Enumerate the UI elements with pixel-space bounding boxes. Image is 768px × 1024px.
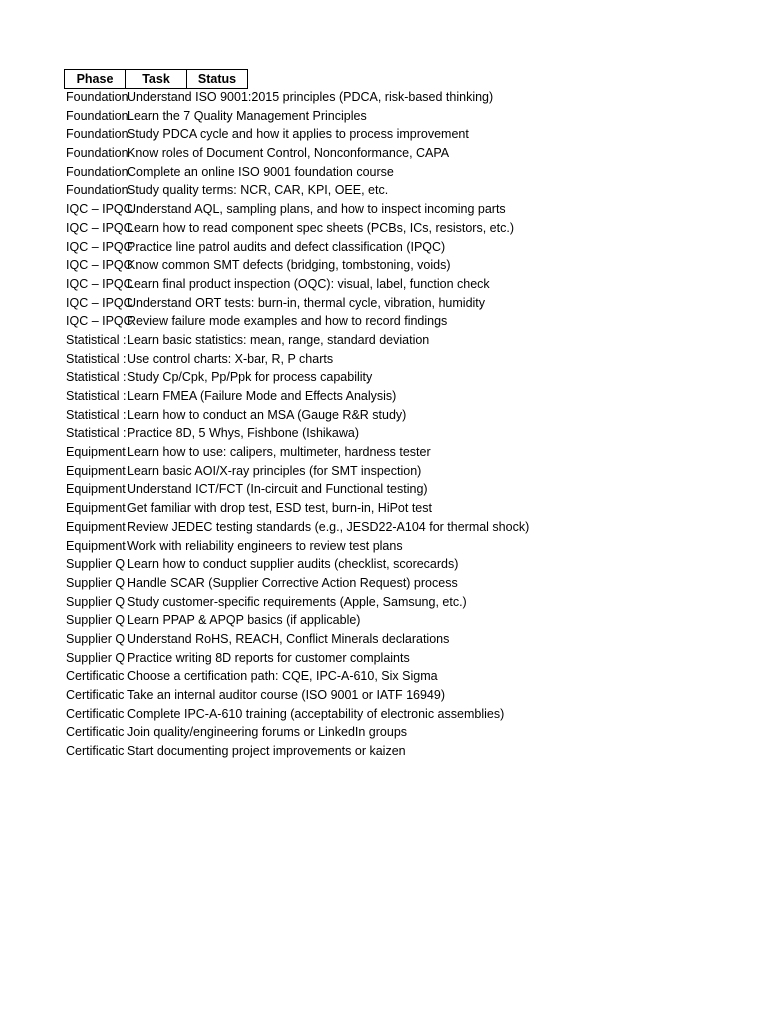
table-row [64,125,726,144]
task-cell: Work with reliability engineers to review test plans [127,538,403,553]
task-table [64,69,726,761]
table-row [64,294,726,313]
table-row [64,555,726,574]
phase-cell: Equipment [66,519,126,534]
task-cell: Understand ISO 9001:2015 principles (PDCA, risk-based thinking) [127,90,494,104]
table-row [64,387,726,406]
task-cell: Learn how to conduct an MSA (Gauge R&R study) [127,407,407,422]
phase-cell: Statistical : [66,351,127,366]
header-task: Task [125,69,187,89]
table-row [64,424,726,443]
task-cell: Understand RoHS, REACH, Conflict Minerals declarations [127,631,450,646]
table-row [64,144,726,163]
table-row [64,480,726,499]
task-cell: Understand ORT tests: burn-in, thermal cycle, vibration, humidity [127,295,486,310]
task-cell: Join quality/engineering forums or LinkedIn groups [127,725,408,740]
table-row [64,518,726,537]
task-cell: Understand AQL, sampling plans, and how to inspect incoming parts [127,202,506,217]
task-cell: Practice 8D, 5 Whys, Fishbone (Ishikawa) [127,426,360,441]
task-cell: Review failure mode examples and how to record findings [127,314,448,329]
phase-cell: Certificatic [66,725,125,740]
table-row [64,88,726,107]
phase-cell: Equipment [66,501,126,516]
task-cell: Practice line patrol audits and defect classification (IPQC) [127,239,446,254]
task-cell: Handle SCAR (Supplier Corrective Action Request) process [127,575,458,590]
task-cell: Choose a certification path: CQE, IPC-A-610, Six Sigma [127,669,438,684]
phase-cell: IQC – IPQC [66,220,133,235]
table-row [64,537,726,556]
table-header [64,69,726,88]
phase-cell: IQC – IPQC [66,314,133,329]
table-row [64,406,726,425]
task-cell: Get familiar with drop test, ESD test, burn-in, HiPot test [127,501,432,516]
phase-cell: Foundation [66,127,129,142]
task-cell: Learn basic statistics: mean, range, standard deviation [127,332,430,347]
phase-cell: Equipment [66,538,126,553]
header-status: Status [186,69,248,89]
phase-cell: Certificatic [66,688,125,702]
task-cell: Use control charts: X-bar, R, P charts [127,351,334,366]
table-row [64,238,726,257]
phase-cell: Foundation [66,90,129,104]
task-cell: Study quality terms: NCR, CAR, KPI, OEE, etc. [127,183,389,198]
task-cell: Complete an online ISO 9001 foundation course [127,164,394,179]
phase-cell: Certificatic [66,744,125,759]
table-row [64,275,726,294]
phase-cell: Foundation [66,108,129,123]
phase-cell: Equipment [66,482,126,497]
task-cell: Study PDCA cycle and how it applies to process improvement [127,127,469,142]
task-cell: Study Cp/Cpk, Pp/Ppk for process capability [127,370,373,385]
table-row [64,163,726,182]
task-cell: Practice writing 8D reports for customer complaints [127,650,410,665]
table-row [64,331,726,350]
task-cell: Start documenting project improvements or kaizen [127,744,406,759]
table-row [64,368,726,387]
phase-cell: Statistical : [66,332,127,347]
phase-cell: Supplier Q [66,575,126,590]
table-row [64,667,726,686]
phase-cell: IQC – IPQC [66,276,133,291]
phase-cell: Supplier Q [66,594,126,609]
table-row [64,611,726,630]
phase-cell: Certificatic [66,706,125,721]
task-cell: Know roles of Document Control, Nonconformance, CAPA [127,146,450,161]
phase-cell: Foundation [66,164,129,179]
task-cell: Learn final product inspection (OQC): visual, label, function check [127,276,490,291]
table-row [64,350,726,369]
table-row [64,181,726,200]
phase-cell: Statistical : [66,389,127,403]
task-cell: Learn how to read component spec sheets (PCBs, ICs, resistors, etc.) [127,220,514,235]
table-row [64,574,726,593]
table-body [64,88,726,761]
table-row [64,630,726,649]
phase-cell: Statistical : [66,407,127,422]
phase-cell: Supplier Q [66,631,126,646]
task-cell: Learn how to conduct supplier audits (checklist, scorecards) [127,557,459,572]
phase-cell: Equipment [66,463,126,478]
phase-cell: IQC – IPQC [66,239,133,254]
phase-cell: IQC – IPQC [66,202,133,217]
table-row [64,649,726,668]
task-cell: Learn FMEA (Failure Mode and Effects Analysis) [127,389,397,403]
phase-cell: Certificatic [66,669,125,684]
table-row [64,312,726,331]
table-row [64,107,726,126]
table-row [64,593,726,612]
table-row [64,499,726,518]
phase-cell: Statistical : [66,426,127,441]
table-row [64,256,726,275]
phase-cell: Foundation [66,183,129,198]
phase-cell: Supplier Q [66,613,126,628]
task-cell: Learn PPAP & APQP basics (if applicable) [127,613,361,628]
task-cell: Study customer-specific requirements (Apple, Samsung, etc.) [127,594,467,609]
table-row [64,443,726,462]
header-phase: Phase [64,69,126,89]
phase-cell: Statistical : [66,370,127,385]
table-row [64,686,726,705]
task-cell: Learn how to use: calipers, multimeter, hardness tester [127,445,431,460]
task-cell: Review JEDEC testing standards (e.g., JESD22-A104 for thermal shock) [127,519,530,534]
task-cell: Learn the 7 Quality Management Principles [127,108,367,123]
table-row [64,705,726,724]
task-cell: Complete IPC-A-610 training (acceptability of electronic assemblies) [127,706,505,721]
task-cell: Take an internal auditor course (ISO 9001 or IATF 16949) [127,688,445,702]
phase-cell: Equipment [66,445,126,460]
task-cell: Understand ICT/FCT (In-circuit and Functional testing) [127,482,428,497]
task-cell: Know common SMT defects (bridging, tombstoning, voids) [127,258,451,273]
phase-cell: IQC – IPQC [66,258,133,273]
phase-cell: Foundation [66,146,129,161]
table-row [64,462,726,481]
phase-cell: Supplier Q [66,557,126,572]
phase-cell: IQC – IPQC [66,295,133,310]
table-row [64,200,726,219]
table-row [64,723,726,742]
phase-cell: Supplier Q [66,650,126,665]
task-cell: Learn basic AOI/X-ray principles (for SMT inspection) [127,463,422,478]
table-row [64,219,726,238]
table-row [64,742,726,761]
